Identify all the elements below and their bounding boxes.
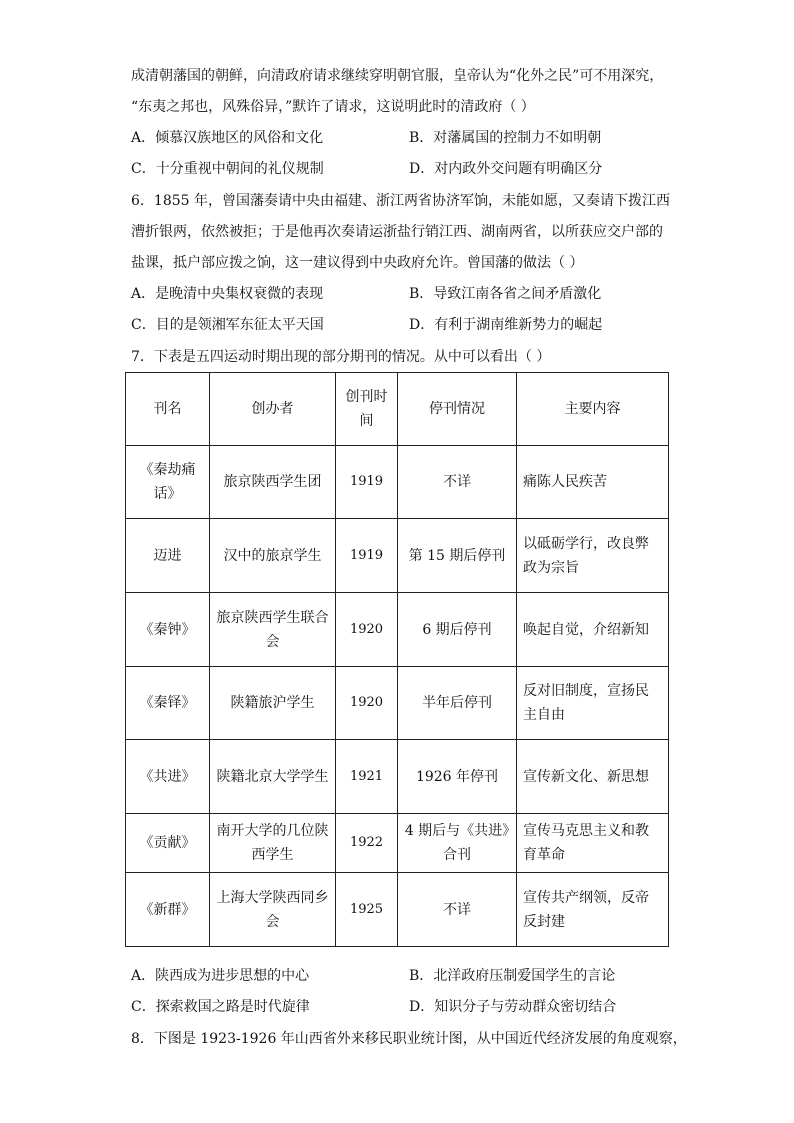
header-cell: 创办者 [210,373,336,446]
table-row [126,873,669,947]
q6-stem-line-1: 6．1855 年，曾国藩奏请中央由福建、浙江两省协济军饷，未能如愿，又奏请下拨江西 [131,193,670,209]
founding-year: 1920 [336,593,398,667]
header-cell: 刊名 [126,373,210,446]
main-content: 以砥砺学行，改良弊政为宗旨 [517,519,669,593]
table-row [126,667,669,740]
main-content: 宣传马克思主义和教育革命 [517,814,669,873]
q7-option-d: D．知识分子与劳动群众密切结合 [409,999,617,1015]
periodical-name: 《新群》 [126,873,210,947]
periodicals-table [125,372,669,947]
q6-option-b: B．导致江南各省之间矛盾激化 [409,286,602,302]
founder: 旅京陕西学生团 [210,446,336,519]
closure-status: 不详 [398,873,517,947]
periodical-name: 《贡献》 [126,814,210,873]
main-content: 反对旧制度，宣扬民主自由 [517,667,669,740]
header-cell: 创刊时间 [336,373,398,446]
founding-year: 1920 [336,667,398,740]
q5-stem-line-1: 成清朝藩国的朝鲜，向清政府请求继续穿明朝官服，皇帝认为“化外之民”可不用深究， [131,68,664,84]
closure-status: 不详 [398,446,517,519]
q7-option-a: A．陕西成为进步思想的中心 [131,968,310,984]
q6-stem-line-2: 漕折银两，依然被拒；于是他再次奏请运浙盐行销江西、湖南两省，以所获应交户部的 [131,224,663,240]
header-cell: 停刊情况 [398,373,517,446]
periodical-name: 迈进 [126,519,210,593]
q7-stem: 7．下表是五四运动时期出现的部分期刊的情况。从中可以看出（ ） [131,349,551,365]
table-row [126,446,669,519]
founder: 陕籍旅沪学生 [210,667,336,740]
founding-year: 1919 [336,519,398,593]
founding-year: 1922 [336,814,398,873]
founding-year: 1925 [336,873,398,947]
closure-status: 1926 年停刊 [398,740,517,814]
founder: 旅京陕西学生联合会 [210,593,336,667]
table-row [126,593,669,667]
main-content: 宣传新文化、新思想 [517,740,669,814]
periodical-name: 《共进》 [126,740,210,814]
closure-status: 6 期后停刊 [398,593,517,667]
q5-option-a: A．倾慕汉族地区的风俗和文化 [131,130,324,146]
founder: 汉中的旅京学生 [210,519,336,593]
table-row [126,519,669,593]
table-header-row [126,373,669,446]
periodical-name: 《秦钟》 [126,593,210,667]
periodical-name: 《秦劫痛话》 [126,446,210,519]
q6-option-c: C．目的是领湘军东征太平天国 [131,317,324,333]
founder: 陕籍北京大学学生 [210,740,336,814]
q5-option-d: D．对内政外交问题有明确区分 [409,161,603,177]
q7-option-c: C．探索救国之路是时代旋律 [131,999,310,1015]
q5-option-c: C．十分重视中朝间的礼仪规制 [131,161,324,177]
q7-option-b: B．北洋政府压制爱国学生的言论 [409,968,616,984]
periodical-name: 《秦铎》 [126,667,210,740]
q5-option-b: B．对藩属国的控制力不如明朝 [409,130,602,146]
q8-stem-line-1: 8．下图是 1923-1926 年山西省外来移民职业统计图，从中国近代经济发展的角度观察， [131,1031,687,1047]
founding-year: 1921 [336,740,398,814]
closure-status: 4 期后与《共进》合刊 [398,814,517,873]
q5-stem-line-2: “东夷之邦也，风殊俗异，”默许了请求，这说明此时的清政府（ ） [131,99,535,115]
table-row [126,814,669,873]
founding-year: 1919 [336,446,398,519]
header-cell: 主要内容 [517,373,669,446]
q6-option-a: A．是晚清中央集权衰微的表现 [131,286,324,302]
closure-status: 半年后停刊 [398,667,517,740]
table-row [126,740,669,814]
q6-stem-line-3: 盐课，抵户部应拨之饷，这一建议得到中央政府允许。曾国藩的做法（ ） [131,255,584,271]
founder: 上海大学陕西同乡会 [210,873,336,947]
main-content: 唤起自觉，介绍新知 [517,593,669,667]
main-content: 痛陈人民疾苦 [517,446,669,519]
main-content: 宣传共产纲领，反帝反封建 [517,873,669,947]
q6-option-d: D．有利于湖南维新势力的崛起 [409,317,603,333]
founder: 南开大学的几位陕西学生 [210,814,336,873]
closure-status: 第 15 期后停刊 [398,519,517,593]
